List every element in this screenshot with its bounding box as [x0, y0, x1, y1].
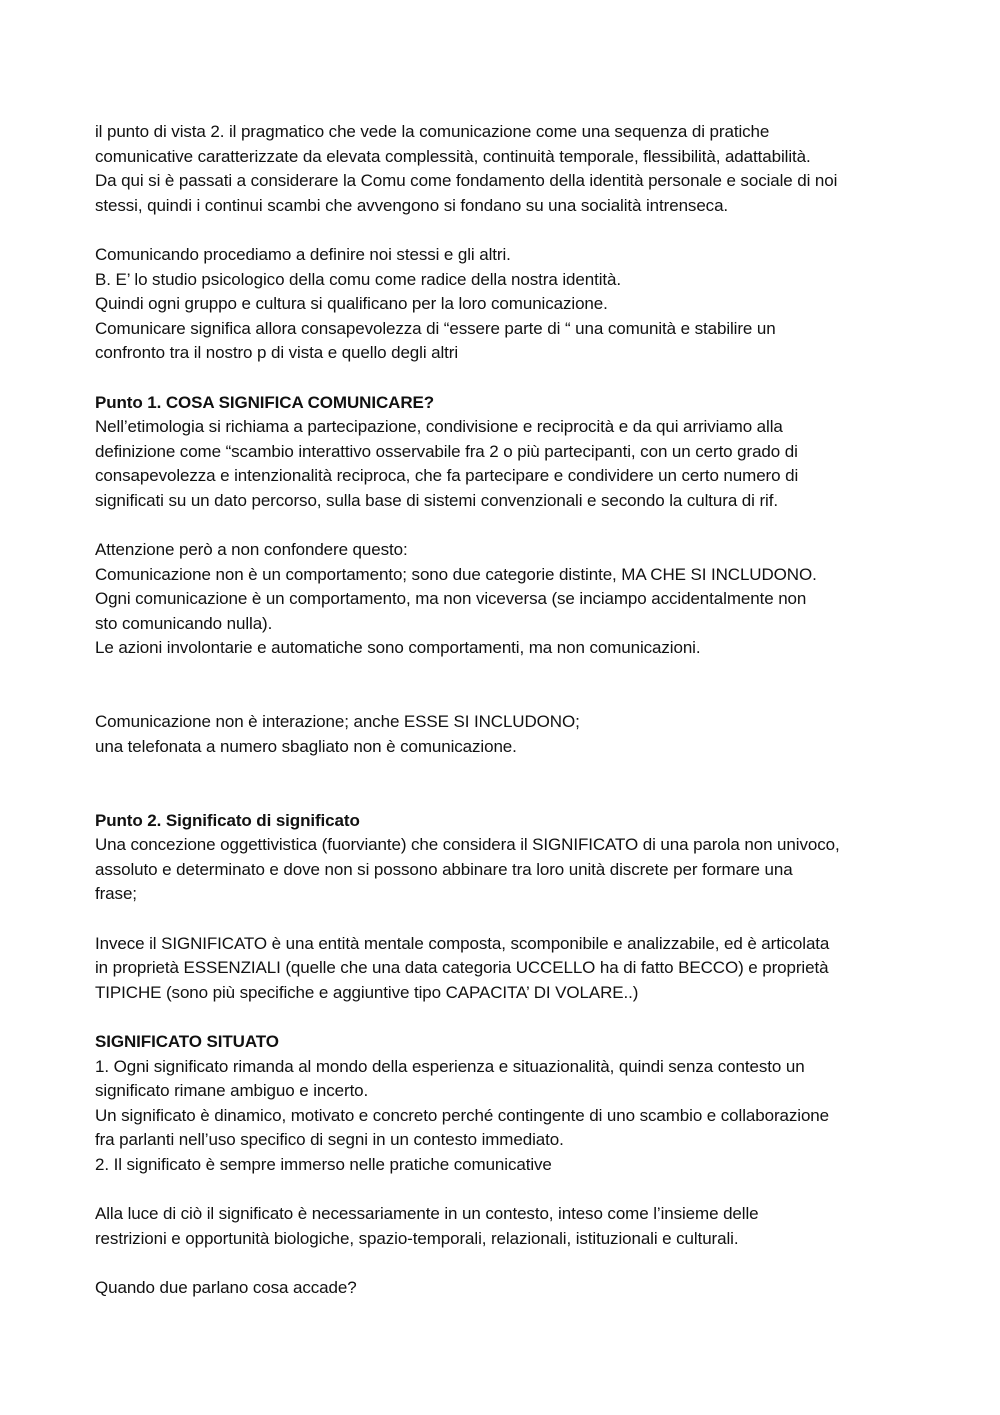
text-line: Comunicazione non è un comportamento; sono due categorie distinte, MA CHE SI INCLUDONO. — [95, 564, 817, 584]
text-line: Comunicazione non è interazione; anche ESSE SI INCLUDONO; — [95, 712, 580, 732]
document-page — [95, 120, 915, 1301]
text-line: consapevolezza e intenzionalità reciproca, che fa partecipare e condividere un certo numero di — [95, 466, 799, 486]
text-line: assoluto e determinato e dove non si possono abbinare tra loro unità discrete per formare una — [95, 859, 793, 879]
text-line: Da qui si è passati a considerare la Comu come fondamento della identità personale e sociale di noi — [95, 171, 838, 191]
paragraph-gap — [95, 514, 915, 539]
paragraph-gap — [95, 907, 915, 932]
text-line: una telefonata a numero sbagliato non è comunicazione. — [95, 736, 517, 756]
text-line: confronto tra il nostro p di vista e quello degli altri — [95, 343, 459, 363]
text-line: Alla luce di ciò il significato è necessariamente in un contesto, inteso come l’insieme delle — [95, 1204, 759, 1224]
text-line: Attenzione però a non confondere questo: — [95, 540, 408, 560]
text-line: in proprietà ESSENZIALI (quelle che una data categoria UCCELLO ha di fatto BECCO) e proprietà — [95, 958, 829, 978]
paragraph-gap — [95, 218, 915, 243]
text-line: frase; — [95, 884, 137, 904]
text-line: fra parlanti nell’uso specifico di segni in un contesto immediato. — [95, 1130, 564, 1150]
text-line: comunicative caratterizzate da elevata complessità, continuità temporale, flessibilità, adattabilità. — [95, 146, 811, 166]
text-line: il punto di vista 2. il pragmatico che vede la comunicazione come una sequenza di pratiche — [95, 122, 770, 141]
text-line: Comunicando procediamo a definire noi stessi e gli altri. — [95, 244, 511, 264]
text-line: Una concezione oggettivistica (fuorviante) che considera il SIGNIFICATO di una parola non univoco, — [95, 835, 840, 855]
text-line: Invece il SIGNIFICATO è una entità mentale composta, scomponibile e analizzabile, ed è articolata — [95, 933, 830, 953]
text-line: Nell’etimologia si richiama a partecipazione, condivisione e reciprocità e da qui arriviamo alla — [95, 417, 783, 437]
text-line: TIPICHE (sono più specifiche e aggiuntive tipo CAPACITA’ DI VOLARE..) — [95, 982, 639, 1002]
text-line: restrizioni e opportunità biologiche, spazio-temporali, relazionali, istituzionali e culturali. — [95, 1228, 739, 1248]
text-line: 2. Il significato è sempre immerso nelle pratiche comunicative — [95, 1154, 552, 1174]
text-line: stessi, quindi i continui scambi che avvengono si fondano su una socialità intrenseca. — [95, 195, 729, 215]
text-line: Comunicare significa allora consapevolezza di “essere parte di “ una comunità e stabilire un — [95, 318, 776, 338]
text-line: significati su un dato percorso, sulla base di sistemi convenzionali e secondo la cultura di rif. — [95, 490, 778, 510]
text-line: definizione come “scambio interattivo osservabile fra 2 o più partecipanti, con un certo grado di — [95, 441, 798, 461]
text-line: Quindi ogni gruppo e cultura si qualificano per la loro comunicazione. — [95, 294, 608, 314]
section-heading: SIGNIFICATO SITUATO — [95, 1031, 279, 1051]
paragraph-gap — [95, 1178, 915, 1203]
text-line: Un significato è dinamico, motivato e concreto perché contingente di uno scambio e collaborazione — [95, 1105, 830, 1125]
text-line: significato rimane ambiguo e incerto. — [95, 1081, 369, 1101]
text-line: B. E’ lo studio psicologico della comu come radice della nostra identità. — [95, 269, 621, 289]
section-heading: Punto 2. Significato di significato — [95, 810, 360, 830]
text-line: 1. Ogni significato rimanda al mondo della esperienza e situazionalità, quindi senza contesto un — [95, 1056, 805, 1076]
paragraph-gap — [95, 1251, 915, 1276]
paragraph-gap — [95, 661, 915, 710]
text-line: sto comunicando nulla). — [95, 613, 273, 633]
text-line: Quando due parlano cosa accade? — [95, 1277, 357, 1297]
paragraph-gap — [95, 366, 915, 391]
text-line: Le azioni involontarie e automatiche sono comportamenti, ma non comunicazioni. — [95, 638, 701, 658]
paragraph-gap — [95, 1005, 915, 1030]
section-heading: Punto 1. COSA SIGNIFICA COMUNICARE? — [95, 392, 435, 412]
paragraph-gap — [95, 759, 915, 808]
text-line: Ogni comunicazione è un comportamento, ma non viceversa (se inciampo accidentalmente non — [95, 589, 807, 609]
